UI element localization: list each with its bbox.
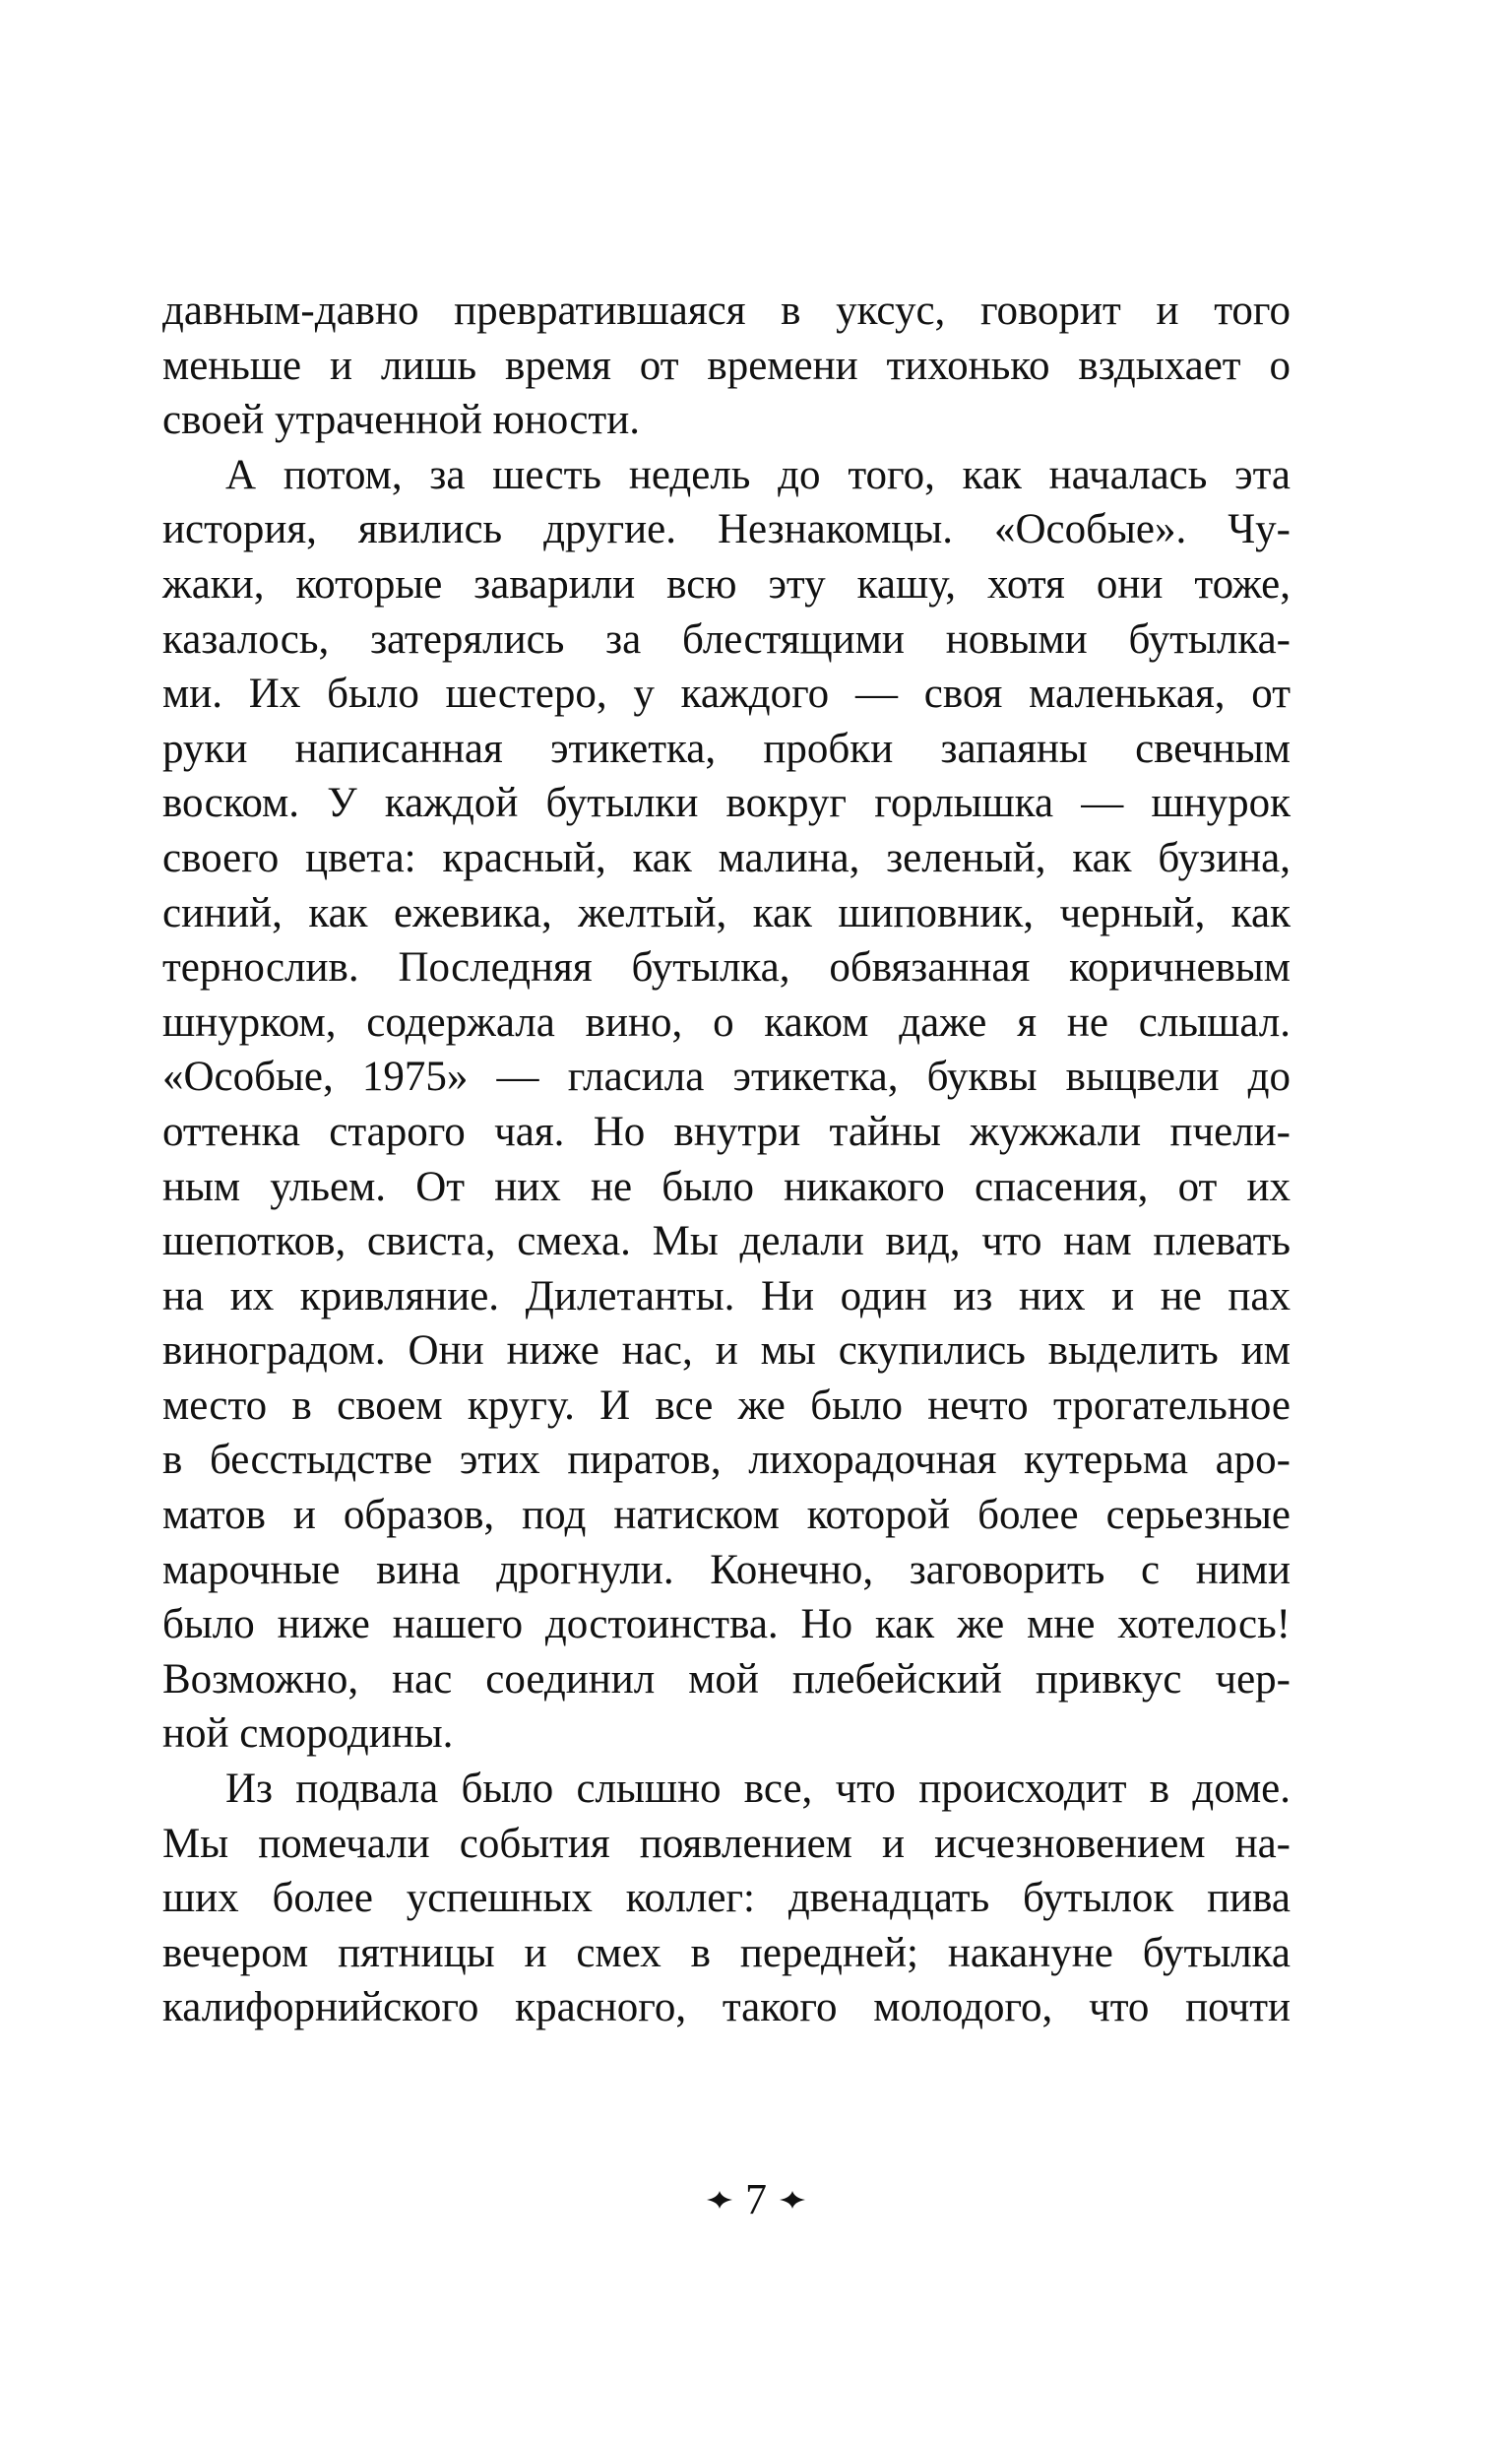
text-line: было ниже нашего достоинства. Но как же мне хотелось! — [162, 1601, 1291, 1648]
text-line: своего цвета: красный, как малина, зеленый, как бузина, — [162, 834, 1291, 881]
text-line: руки написанная этикетка, пробки запаяны свечным — [162, 725, 1291, 772]
text-line: шепотков, свиста, смеха. Мы делали вид, что нам плевать — [162, 1218, 1291, 1265]
text-line: казалось, затерялись за блестящими новыми бутылка- — [162, 615, 1291, 663]
text-line: давным-давно превратившаяся в уксус, говорит и того — [162, 288, 1291, 334]
text-line: матов и образов, под натиском которой более серьезные — [162, 1492, 1291, 1539]
text-line: вечером пятницы и смех в передней; накануне бутылка — [162, 1929, 1291, 1976]
text-line: шнурком, содержала вино, о каком даже я не слышал. — [162, 998, 1291, 1046]
text-line: история, явились другие. Незнакомцы. «Особые». Чу- — [162, 506, 1291, 553]
page-number-footer — [0, 2174, 1512, 2224]
text-line: своей утраченной юности. — [162, 397, 640, 444]
page-number: 7 — [745, 2175, 767, 2223]
text-line: ным ульем. От них не было никакого спасения, от их — [162, 1163, 1291, 1210]
text-line: ной смородины. — [162, 1710, 454, 1758]
text-line: ми. Их было шестеро, у каждого — своя маленькая, от — [162, 671, 1291, 718]
text-line: марочные вина дрогнули. Конечно, заговорить с ними — [162, 1546, 1291, 1593]
text-line: А потом, за шесть недель до того, как началась эта — [225, 451, 1291, 498]
four-point-star-icon — [706, 2190, 733, 2210]
text-line: Из подвала было слышно все, что происходит в доме. — [225, 1766, 1291, 1813]
text-line: жаки, которые заварили всю эту кашу, хотя они тоже, — [162, 560, 1291, 608]
four-point-star-icon — [779, 2190, 806, 2210]
text-line: виноградом. Они ниже нас, и мы скупились выделить им — [162, 1327, 1291, 1375]
text-line: в бесстыдстве этих пиратов, лихорадочная кутерьма аро- — [162, 1437, 1291, 1484]
text-line: ших более успешных коллег: двенадцать бутылок пива — [162, 1875, 1291, 1922]
text-line: оттенка старого чая. Но внутри тайны жужжали пчели- — [162, 1108, 1291, 1155]
text-line: Мы помечали события появлением и исчезновением на- — [162, 1820, 1291, 1867]
text-line: Возможно, нас соединил мой плебейский привкус чер- — [162, 1655, 1291, 1703]
text-line: калифорнийского красного, такого молодого, что почти — [162, 1984, 1291, 2031]
page-body — [162, 284, 1291, 2035]
text-line: место в своем кругу. И все же было нечто трогательное — [162, 1382, 1291, 1429]
text-line: на их кривляние. Дилетанты. Ни один из них и не пах — [162, 1272, 1291, 1319]
text-line: синий, как ежевика, желтый, как шиповник, черный, как — [162, 889, 1291, 936]
text-line: меньше и лишь время от времени тихонько вздыхает о — [162, 342, 1291, 389]
text-line: тернослив. Последняя бутылка, обвязанная коричневым — [162, 944, 1291, 992]
text-line: «Особые, 1975» — гласила этикетка, буквы выцвели до — [162, 1054, 1291, 1101]
text-line: воском. У каждой бутылки вокруг горлышка — шнурок — [162, 780, 1291, 827]
